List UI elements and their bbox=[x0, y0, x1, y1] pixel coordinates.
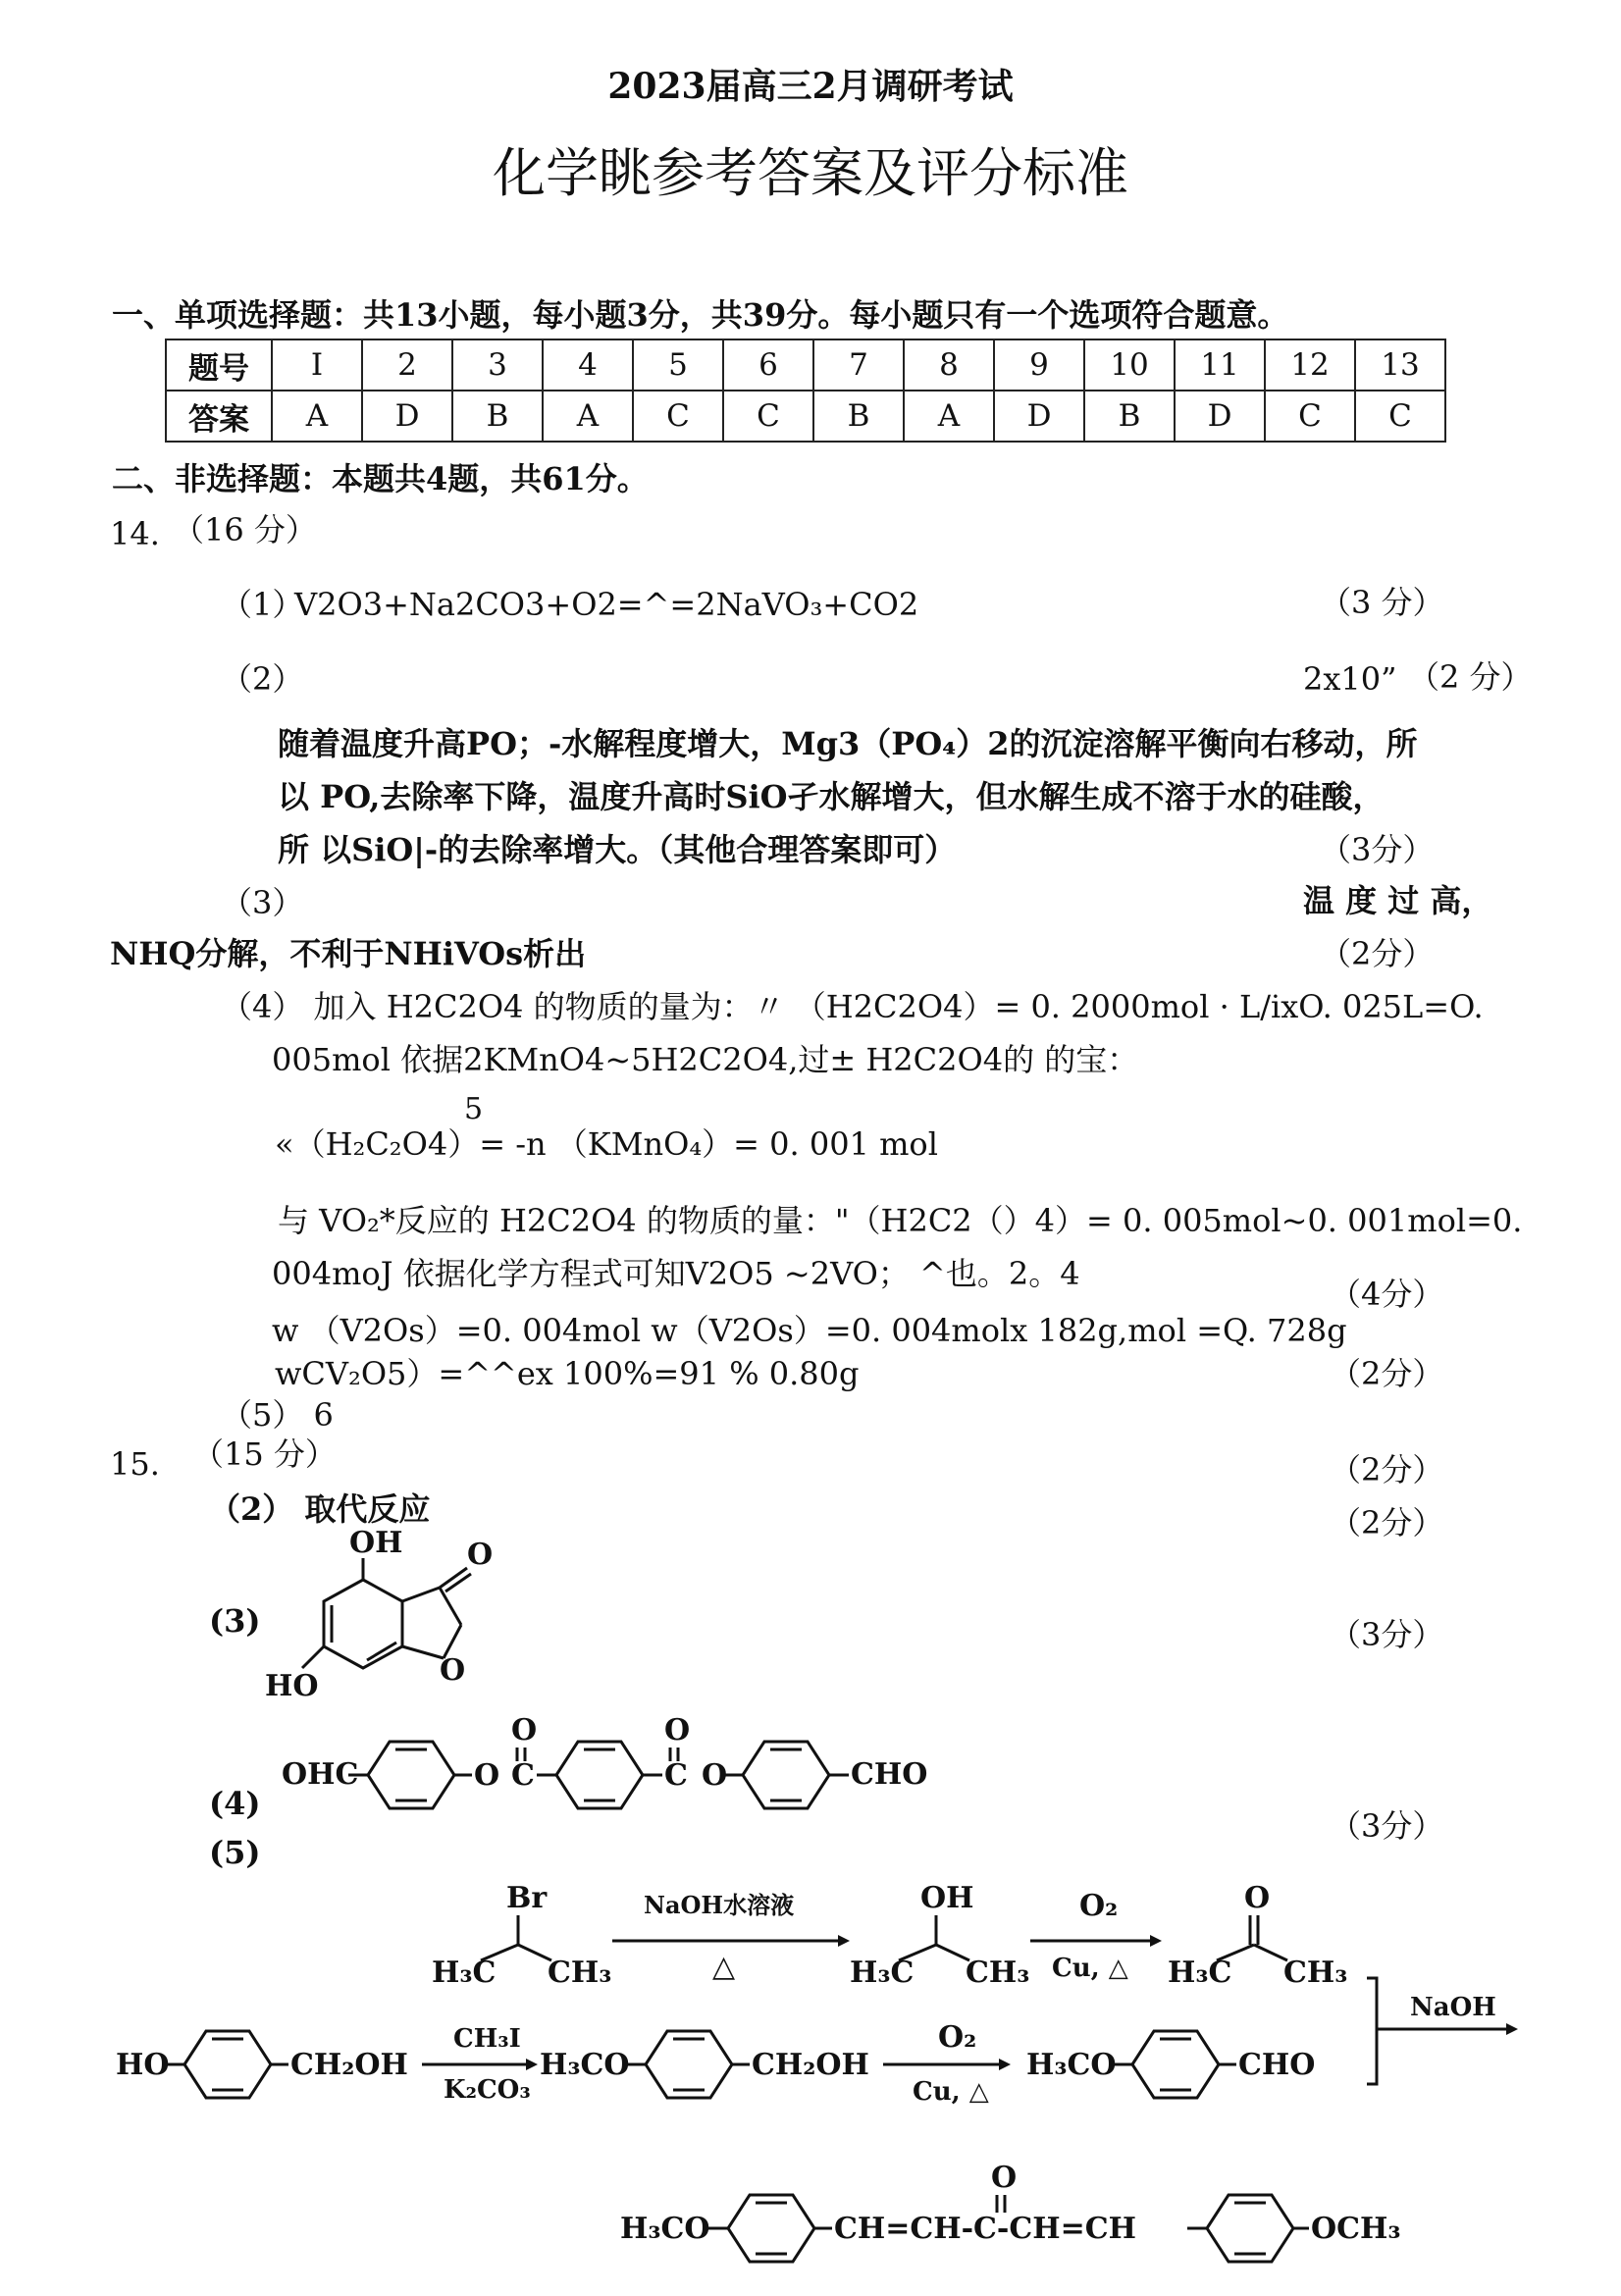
q14-part2-text-line3: 所 以SiO|-的去除率增大。（其他合理答案即可） bbox=[278, 831, 957, 868]
prod-chain: CH=CH-C-CH=CH bbox=[834, 2212, 1136, 2246]
q14-part1-score: （3 分） bbox=[1320, 584, 1444, 621]
structure-3-benzofuranone bbox=[265, 1526, 530, 1707]
q14-part2-value: 2x10” bbox=[1303, 660, 1397, 698]
r2-reagent-top: O₂ bbox=[1079, 1889, 1119, 1923]
question-number: 3 bbox=[452, 339, 543, 391]
answer-cell: A bbox=[904, 391, 994, 442]
prod-h3co: H₃CO bbox=[620, 2212, 710, 2246]
r5-h3co: H₃CO bbox=[540, 2048, 630, 2082]
s4-o1: O bbox=[474, 1758, 500, 1793]
q14-points: （16 分） bbox=[173, 511, 317, 548]
q14-part4-line3: «（H₂C₂O4）= -n （KMnO₄）= 0. 001 mol bbox=[275, 1125, 938, 1163]
r1-reagent-bottom: △ bbox=[712, 1950, 736, 1984]
q14-part2-value-score: （2 分） bbox=[1408, 658, 1533, 696]
r6-h3co: H₃CO bbox=[1026, 2048, 1117, 2082]
s3-o-top: O bbox=[467, 1538, 494, 1572]
s4-co-right: O bbox=[664, 1713, 691, 1748]
r5-reagent-top: O₂ bbox=[938, 2020, 977, 2055]
q14-number: 14. bbox=[110, 515, 160, 552]
prod-och3: OCH₃ bbox=[1311, 2212, 1401, 2246]
s3-oh: OH bbox=[349, 1526, 403, 1560]
final-product bbox=[618, 2154, 1423, 2271]
q15-points: （15 分） bbox=[192, 1435, 337, 1473]
q14-part3-text-b: NHQ分解，不利于NHiVOs析出 bbox=[110, 935, 587, 972]
s4-c2: C bbox=[664, 1758, 688, 1793]
s4-ohc: OHC bbox=[282, 1757, 359, 1792]
q15-part3-score: （3分） bbox=[1330, 1616, 1444, 1653]
r4-ho: HO bbox=[116, 2048, 170, 2082]
question-number: 11 bbox=[1175, 339, 1265, 391]
r6-cho: CHO bbox=[1238, 2048, 1316, 2082]
question-number: 6 bbox=[723, 339, 813, 391]
s3-ho: HO bbox=[265, 1669, 319, 1703]
answer-cell: C bbox=[1355, 391, 1445, 442]
q14-part4-line7: wCV₂O5）=^^ex 100%=91 % 0.80g bbox=[275, 1355, 860, 1392]
r1-reagent-top: NaOH水溶液 bbox=[644, 1891, 795, 1919]
q15-score-b: （2分） bbox=[1330, 1504, 1444, 1541]
r2-reagent-bottom: Cu, △ bbox=[1052, 1954, 1128, 1983]
question-number: 2 bbox=[362, 339, 452, 391]
synthesis-row-2 bbox=[116, 2009, 1391, 2117]
q14-part1-equation: V2O3+Na2CO3+O2=^=2NaVO₃+CO2 bbox=[294, 586, 919, 623]
question-number: 4 bbox=[543, 339, 633, 391]
q14-part4-line4: 与 VO₂*反应的 H2C2O4 的物质的量："（H2C2（）4）= 0. 005mol~0. 001mol=0. bbox=[278, 1202, 1523, 1239]
answer-cell: B bbox=[1084, 391, 1175, 442]
structure-4-diester bbox=[280, 1712, 1045, 1820]
q14-part1-number: （1） bbox=[221, 586, 304, 623]
answer-row bbox=[166, 391, 1445, 442]
s4-co-left: O bbox=[511, 1713, 538, 1748]
answer-cell: B bbox=[452, 391, 543, 442]
r1-br: Br bbox=[506, 1881, 548, 1915]
q14-part2-score: （3分） bbox=[1320, 831, 1435, 868]
q15-part4-score: （3分） bbox=[1330, 1807, 1444, 1845]
q15-score-a: （2分） bbox=[1330, 1451, 1444, 1488]
r1-h3c: H₃C bbox=[432, 1956, 497, 1990]
r5-ch2oh: CH₂OH bbox=[752, 2048, 869, 2082]
r1-ch3: CH₃ bbox=[548, 1956, 612, 1990]
question-number: 5 bbox=[633, 339, 723, 391]
r3-o: O bbox=[1244, 1881, 1271, 1915]
answer-cell: D bbox=[362, 391, 452, 442]
q14-part3-number: （3） bbox=[221, 884, 304, 921]
s4-o2: O bbox=[702, 1758, 728, 1793]
question-number: 7 bbox=[813, 339, 904, 391]
s3-o-ring: O bbox=[440, 1653, 466, 1688]
row-label-answer: 答案 bbox=[166, 391, 272, 442]
r3-h3c: H₃C bbox=[1168, 1956, 1232, 1990]
question-number: 8 bbox=[904, 339, 994, 391]
answer-cell: C bbox=[723, 391, 813, 442]
r4-reagent-bottom: K₂CO₃ bbox=[444, 2075, 531, 2105]
question-number: 13 bbox=[1355, 339, 1445, 391]
q14-part4-score1: （4分） bbox=[1330, 1276, 1444, 1313]
q14-part3-text-a: 温 度 过 高， bbox=[1303, 882, 1493, 919]
r5-reagent-bottom: Cu, △ bbox=[913, 2077, 989, 2107]
answer-cell: D bbox=[994, 391, 1084, 442]
question-number: 9 bbox=[994, 339, 1084, 391]
r4-ch2oh: CH₂OH bbox=[290, 2048, 408, 2082]
answer-cell: A bbox=[272, 391, 362, 442]
answer-cell: C bbox=[633, 391, 723, 442]
answer-cell: A bbox=[543, 391, 633, 442]
r2-ch3: CH₃ bbox=[966, 1956, 1030, 1990]
q14-part5: （5） 6 bbox=[221, 1396, 334, 1434]
naoh-label: NaOH bbox=[1410, 1993, 1496, 2022]
answer-cell: B bbox=[813, 391, 904, 442]
q14-part4-line6: w （V2Os）=0. 004mol w（V2Os）=0. 004molx 182g,mol =Q. 728g bbox=[272, 1312, 1347, 1349]
q15-part4-number: (4) bbox=[209, 1785, 261, 1822]
section1-heading: 一、单项选择题：共13小题，每小题3分，共39分。每小题只有一个选项符合题意。 bbox=[112, 296, 1289, 334]
row-label-question: 题号 bbox=[166, 339, 272, 391]
r4-reagent-top: CH₃I bbox=[453, 2024, 521, 2054]
q14-part2-text-line1: 随着温度升高PO；-水解程度增大，Mg3（PO₄）2的沉淀溶解平衡向右移动，所 bbox=[278, 725, 1418, 762]
q14-part3-score: （2分） bbox=[1320, 935, 1435, 972]
q14-part4-line2: 005mol 依据2KMnO4~5H2C2O4,过± H2C2O4的 的宝： bbox=[272, 1041, 1139, 1078]
q14-part4-line5: 004moJ 依据化学方程式可知V2O5 ~2VO； ^也。2。4 bbox=[272, 1255, 1080, 1292]
q14-part4-fraction: 5 bbox=[464, 1092, 484, 1126]
answer-cell: D bbox=[1175, 391, 1265, 442]
q15-number: 15. bbox=[110, 1445, 160, 1483]
answer-cell: C bbox=[1265, 391, 1355, 442]
r2-oh: OH bbox=[920, 1881, 974, 1915]
prod-carbonyl-o: O bbox=[991, 2161, 1018, 2195]
q14-part2-number: （2） bbox=[221, 660, 304, 698]
answer-table bbox=[165, 339, 1446, 443]
q14-part2-text-line2: 以 PO,去除率下降，温度升高时SiO孑水解增大，但水解生成不溶于水的硅酸， bbox=[278, 778, 1385, 815]
q15-part2: （2） 取代反应 bbox=[209, 1490, 431, 1528]
exam-title: 2023届高三2月调研考试 bbox=[607, 66, 1014, 107]
s4-c1: C bbox=[511, 1758, 535, 1793]
question-number: 12 bbox=[1265, 339, 1355, 391]
section2-heading: 二、非选择题：本题共4题，共61分。 bbox=[112, 460, 649, 497]
q15-part5-number: (5) bbox=[209, 1834, 261, 1871]
r2-h3c: H₃C bbox=[850, 1956, 915, 1990]
q14-part4-score2: （2分） bbox=[1330, 1355, 1444, 1392]
synthesis-row-1 bbox=[422, 1874, 1521, 2011]
question-number: I bbox=[272, 339, 362, 391]
document-title: 化学眺参考答案及评分标准 bbox=[493, 142, 1128, 204]
question-number-row bbox=[166, 339, 1445, 391]
q14-part4-line1: （4） 加入 H2C2O4 的物质的量为：〃 （H2C2O4）= 0. 2000mol · L/ixO. 025L=O. bbox=[221, 988, 1484, 1025]
q15-part3-number: (3) bbox=[209, 1602, 261, 1640]
question-number: 10 bbox=[1084, 339, 1175, 391]
r3-ch3: CH₃ bbox=[1283, 1956, 1348, 1990]
s4-cho: CHO bbox=[851, 1757, 928, 1792]
